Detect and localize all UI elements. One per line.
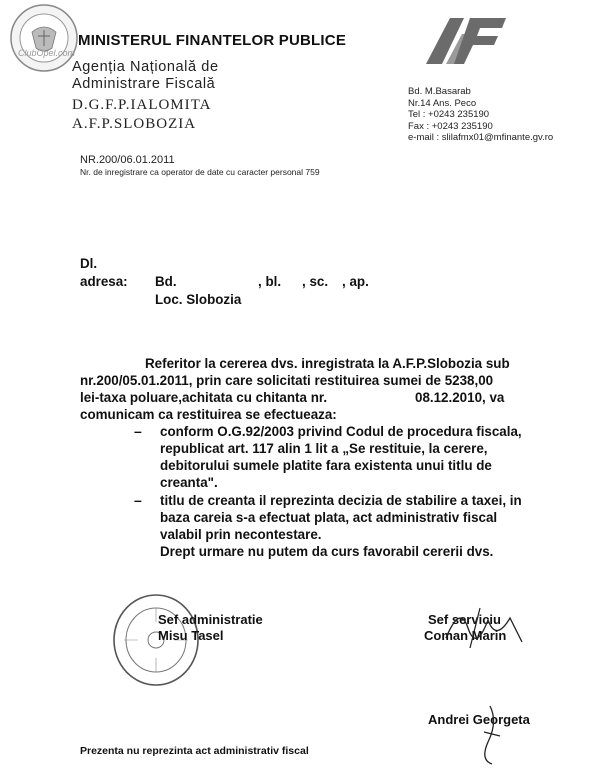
anaf-logo-icon xyxy=(420,12,512,70)
registration-number: NR.200/06.01.2011 xyxy=(80,154,175,166)
contact-line: Tel : +0243 235190 xyxy=(408,109,490,120)
left-signatory-title: Sef administratie xyxy=(158,612,263,627)
ministry-seal-icon xyxy=(8,2,80,74)
contact-line: Fax : +0243 235190 xyxy=(408,120,493,132)
address-part: Bd. xyxy=(155,274,177,289)
locality: Loc. Slobozia xyxy=(155,292,242,307)
operator-note: Nr. de inregistrare ca operator de date cu caracter personal 759 xyxy=(80,167,320,177)
left-signatory-name: Misu Tasel xyxy=(158,628,224,643)
contact-block xyxy=(408,86,553,144)
ministry-title: MINISTERUL FINANTELOR PUBLICE xyxy=(78,32,347,49)
bullet-dash: – xyxy=(134,492,142,508)
agency-line-1: Agenția Națională de xyxy=(72,59,219,75)
agency-line-2: Administrare Fiscală xyxy=(72,76,216,92)
right-signatory-name: Coman Marin xyxy=(424,628,507,643)
contact-line: Bd. M.Basarab xyxy=(408,86,471,97)
address-part: , bl. xyxy=(258,274,282,289)
bullet-line: valabil prin necontestare. xyxy=(160,527,322,542)
handwritten-signature-icon xyxy=(440,598,530,658)
body-line: Referitor la cererea dvs. inregistrata la A.F.P.Slobozia sub xyxy=(145,356,510,371)
address-part: , ap. xyxy=(342,274,369,289)
agency-line-4: A.F.P.SLOBOZIA xyxy=(72,116,197,132)
bullet-line: titlu de creanta il reprezinta decizia de stabilire a taxei, in xyxy=(160,493,522,508)
bullet-line: creanta". xyxy=(160,475,218,490)
address-label: adresa: xyxy=(80,274,128,289)
contact-line: Nr.14 Ans. Peco xyxy=(408,97,477,109)
salutation: Dl. xyxy=(80,256,98,271)
bullet-line: debitorului sumele platite fara existenta unui titlu de xyxy=(160,458,492,473)
author-name: Andrei Georgeta xyxy=(428,712,530,727)
address-part: , sc. xyxy=(302,274,329,289)
bullet-line: republicat art. 117 alin 1 lit a „Se restituie, la cerere, xyxy=(160,441,488,456)
body-line: lei-taxa poluare,achitata cu chitanta nr. xyxy=(80,390,328,405)
bullet-line: conform O.G.92/2003 privind Codul de procedura fiscala, xyxy=(160,424,522,439)
contact-line: e-mail : slilafmx01@mfinante.gv.ro xyxy=(408,132,554,143)
watermark: ClubOpel.com xyxy=(18,48,76,58)
right-signatory-title: Sef serviciu xyxy=(428,612,501,627)
agency-line-3: D.G.F.P.IALOMITA xyxy=(72,97,212,113)
initials-signature-icon xyxy=(470,702,510,768)
bullet-line: baza careia s-a efectuat plata, act administrativ fiscal xyxy=(160,510,498,525)
conclusion: Drept urmare nu putem da curs favorabil cererii dvs. xyxy=(160,544,494,559)
bullet-dash: – xyxy=(134,423,142,439)
body-line: 08.12.2010, va xyxy=(415,390,505,405)
body-line: nr.200/05.01.2011, prin care solicitati restituirea sumei de 5238,00 xyxy=(80,373,494,388)
footer-note: Prezenta nu reprezinta act administrativ fiscal xyxy=(80,745,309,757)
body-line: comunicam ca restituirea se efectueaza: xyxy=(80,407,337,422)
